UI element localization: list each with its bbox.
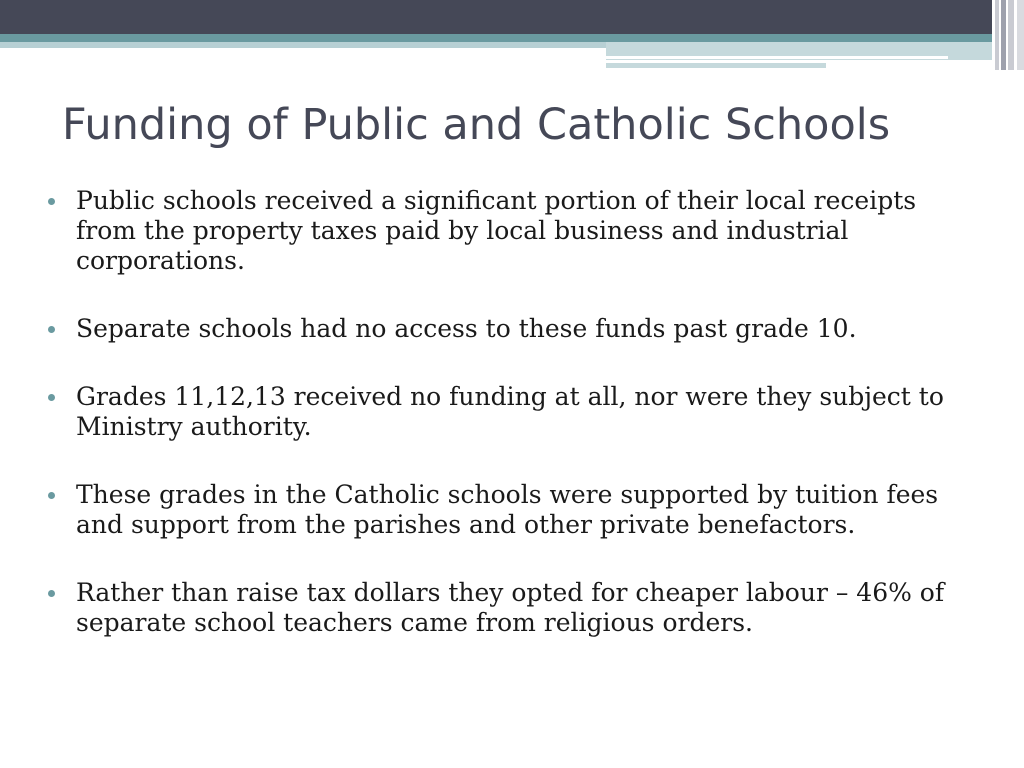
bullet-text: Public schools received a significant portion of their local receipts from the property taxes paid by local business and industrial corporations. [76, 186, 917, 275]
bullet-item [48, 578, 968, 638]
bullet-dot-icon [48, 590, 55, 597]
slide-title: Funding of Public and Catholic Schools [62, 100, 891, 150]
bullet-item [48, 314, 968, 344]
bullet-item [48, 480, 968, 540]
header-accent-line-lower [606, 63, 826, 68]
bullet-dot-icon [48, 326, 55, 333]
bullet-text: Separate schools had no access to these funds past grade 10. [76, 314, 857, 343]
bullet-list [48, 186, 968, 676]
header-teal-band [0, 34, 1024, 42]
bullet-dot-icon [48, 394, 55, 401]
bullet-dot-icon [48, 198, 55, 205]
bullet-dot-icon [48, 492, 55, 499]
bullet-item [48, 186, 968, 276]
header-accent-line [606, 56, 948, 59]
header-dark-band [0, 0, 1024, 34]
header-stripes [992, 0, 1024, 70]
bullet-text: These grades in the Catholic schools were supported by tuition fees and support from the parishes and other private benefactors. [76, 480, 939, 539]
bullet-item [48, 382, 968, 442]
bullet-text: Rather than raise tax dollars they opted for cheaper labour – 46% of separate school teachers came from religious orders. [76, 578, 945, 637]
bullet-text: Grades 11,12,13 received no funding at all, nor were they subject to Ministry authority. [76, 382, 944, 441]
